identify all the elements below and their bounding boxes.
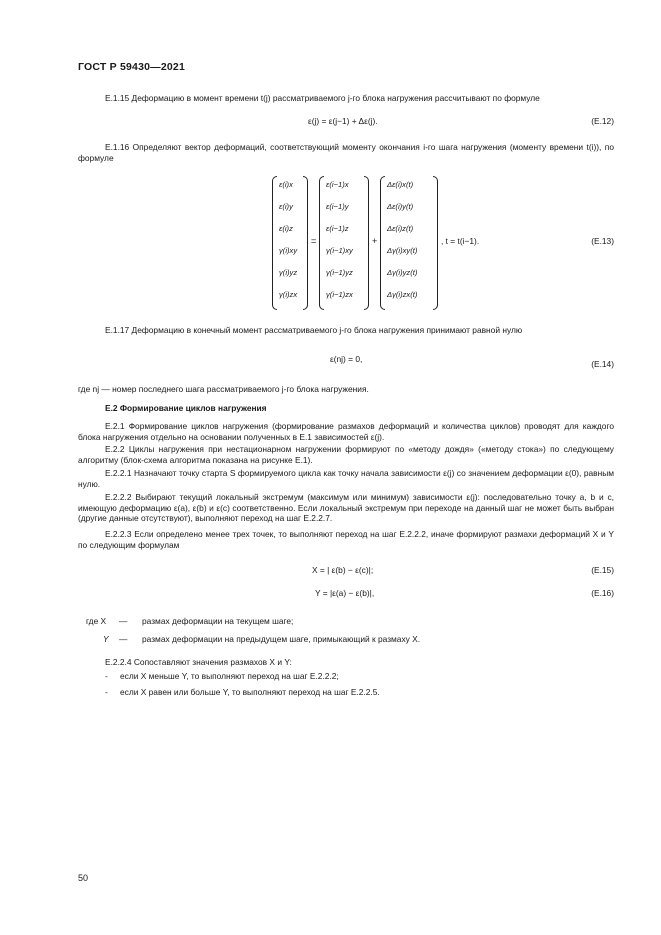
matrix-bracket-left [319,176,324,310]
paragraph-e-2-1: Е.2.1 Формирование циклов нагружения (формирование размахов деформаций и количества циклов) проводят для каждого блока нагружения отдельно на основании полученных в Е.1 зависимостей ε(j). [78,421,614,442]
paragraph-e-2-2-1: Е.2.2.1 Назначают точку старта S формируемого цикла как точку начала зависимости ε(j) со значением деформации ε(0), равным нулю. [78,468,614,489]
paragraph-e-2-2: Е.2.2 Циклы нагружения при нестационарном нагружении формируют по «методу дождя» («методу стока») по следующему алгоритму (блок-схема алгоритма показана на рисунке Е.1). [78,444,614,465]
matrix-cell: γ(i)zx [279,290,298,299]
where-y-text: размах деформации на предыдущем шаге, примыкающий к размаху X. [142,634,421,644]
matrix-cell: γ(i−1)zx [326,290,353,299]
matrix-cell: ε(i)x [279,180,293,189]
matrix-cell: Δγ(i)yz(t) [387,268,418,277]
equation-formula: Y = |ε(a) − ε(b)|, [315,588,375,598]
section-heading-e-2: Е.2 Формирование циклов нагружения [105,403,267,413]
equation-e-14 [78,354,614,368]
where-x-dash: — [119,616,128,626]
list-item-bullet: - [105,671,108,681]
matrix-equation-e-13 [272,176,614,310]
matrix-cell: Δγ(i)xy(t) [387,246,418,255]
equation-e-15 [78,565,614,579]
equation-number: (Е.15) [591,565,614,575]
matrix-cell: ε(i−1)z [326,224,349,233]
where-y-dash: — [119,634,128,644]
matrix-cell: γ(i−1)xy [326,246,353,255]
equation-e-12 [78,116,614,130]
plus-sign: + [372,236,378,246]
matrix-cell: γ(i)yz [279,268,298,277]
document-header-code: ГОСТ Р 59430—2021 [78,61,186,73]
matrix-cell: γ(i)xy [279,246,298,255]
list-item: если X меньше Y, то выполняют переход на шаг Е.2.2.2; [120,671,339,681]
equation-number: (Е.16) [591,588,614,598]
paragraph-where-nj: где nj — номер последнего шага рассматриваемого j-го блока нагружения. [78,384,369,394]
matrix-cell: ε(i−1)y [326,202,349,211]
equation-e-16 [78,588,614,602]
matrix-condition: , t = t(i−1). [441,236,480,246]
matrix-bracket-left [272,176,277,310]
equation-number-e-13: (Е.13) [591,236,614,246]
matrix-cell: ε(i)z [279,224,293,233]
matrix-bracket-right [433,176,438,310]
matrix-cell: Δε(i)x(t) [387,180,414,189]
equation-formula: X = | ε(b) − ε(c)|; [312,565,374,575]
equals-sign: = [311,236,317,246]
matrix-cell: γ(i−1)yz [326,268,353,277]
equation-number: (Е.12) [591,116,614,126]
paragraph-e-1-15: Е.1.15 Деформацию в момент времени t(j) рассматриваемого j-го блока нагружения рассчитывают по формуле [105,93,540,103]
list-item-bullet: - [105,687,108,697]
matrix-bracket-right [303,176,308,310]
matrix-column-increment [380,176,438,310]
matrix-cell: ε(i−1)x [326,180,349,189]
equation-formula: ε(nj) = 0, [330,354,363,364]
matrix-cell: Δε(i)z(t) [387,224,414,233]
paragraph-e-1-17: Е.1.17 Деформацию в конечный момент рассматриваемого j-го блока нагружения принимают равной нулю [105,325,523,335]
paragraph-e-2-2-2: Е.2.2.2 Выбирают текущий локальный экстремум (максимум или минимум) зависимости ε(j): последовательно точку a, b и c, имеющую деформацию ε(a), ε(b) и ε(c) соответственно. Если локальный экстремум при переходе на данный шаг не может быть выбран (другие данные отсутствуют), выполняют переход на шаг Е.2.2.7. [78,492,614,523]
equation-formula: ε(j) = ε(j−1) + Δε(j). [308,116,378,126]
list-item: если X равен или больше Y, то выполняют переход на шаг Е.2.2.5. [120,687,380,697]
matrix-cell: ε(i)y [279,202,293,211]
where-y-symbol: Y [103,634,109,644]
paragraph-e-2-2-4: Е.2.2.4 Сопоставляют значения размахов X и Y: [105,657,292,667]
where-x-text: размах деформации на текущем шаге; [142,616,294,626]
paragraph-e-2-2-3: Е.2.2.3 Если определено менее трех точек, то выполняют переход на шаг Е.2.2.2, иначе формируют размахи деформаций X и Y по следующим формулам [78,529,614,550]
matrix-cell: Δγ(i)zx(t) [387,290,418,299]
equation-number: (Е.14) [591,359,614,369]
matrix-bracket-right [364,176,369,310]
page-number: 50 [78,873,89,883]
matrix-bracket-left [380,176,385,310]
matrix-column-current [272,176,308,310]
paragraph-e-1-16: Е.1.16 Определяют вектор деформаций, соответствующий моменту окончания i-го шага нагружения (моменту времени t(i)), по формуле [78,142,614,163]
matrix-cell: Δε(i)y(t) [387,202,414,211]
where-x-symbol: где X [86,616,107,626]
matrix-column-previous [319,176,369,310]
